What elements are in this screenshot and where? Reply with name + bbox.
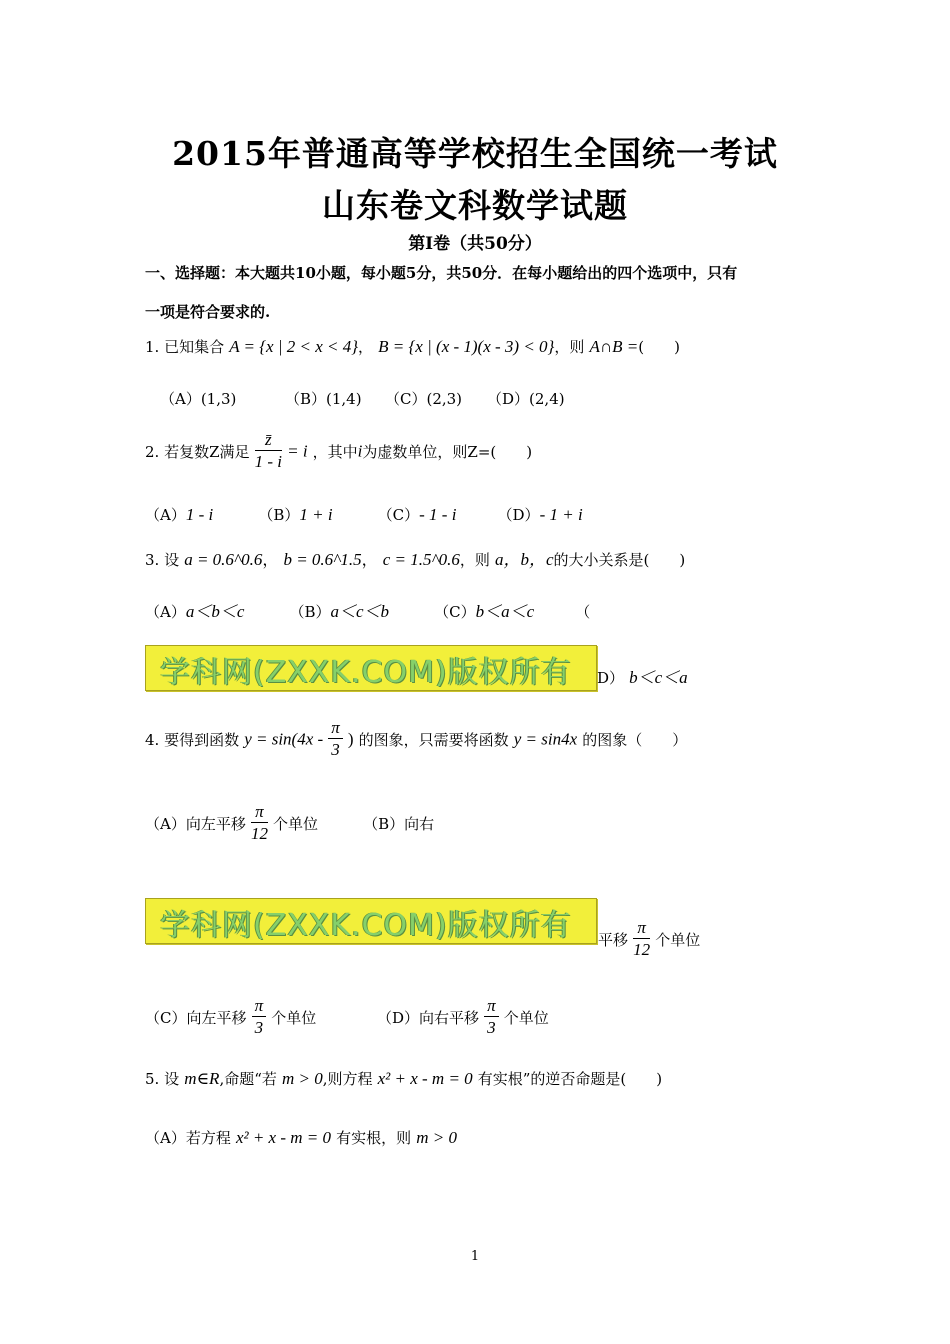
q5-option-a-label: （A）若方程 xyxy=(145,1129,231,1147)
q4-option-c-fraction xyxy=(252,996,267,1039)
q5-m-gt-0: m > 0 xyxy=(281,1069,323,1088)
q4-pi-over-3 xyxy=(328,718,343,761)
section-instruction-line2: 一项是符合要求的. xyxy=(145,303,271,321)
q2-options xyxy=(145,504,583,525)
q3-option-d-tail: D） xyxy=(597,669,625,687)
q2-option-c-value: - 1 - i xyxy=(419,505,457,524)
q1-option-c: （C）(2,3) xyxy=(385,390,463,408)
q4-option-d-pi: π xyxy=(484,996,499,1017)
page-title: 2015年普通高等学校招生全国统一考试 xyxy=(172,134,778,173)
q4-option-c-three: 3 xyxy=(254,1018,264,1037)
q5-rest: 有实根”的逆否命题是( ) xyxy=(477,1070,663,1088)
page-subtitle: 山东卷文科数学试题 xyxy=(322,186,628,225)
volume-heading: 第Ⅰ卷（共50分） xyxy=(408,234,542,254)
page-number: 1 xyxy=(470,1249,480,1264)
q3-option-d-value: b＜c＜a xyxy=(629,668,688,687)
question-4 xyxy=(145,718,687,761)
q4-option-b-move: 平移 xyxy=(598,931,629,949)
q4-option-a-twelve: 12 xyxy=(250,824,268,843)
watermark-banner xyxy=(145,645,597,691)
q3-rest: 的大小关系是( ) xyxy=(553,551,686,569)
q3-then: ，则 xyxy=(459,551,490,569)
q5-option-a-mid: 有实根，则 xyxy=(336,1129,412,1147)
q2-option-b-label: （B） xyxy=(258,506,300,524)
q2-i: i xyxy=(357,441,363,461)
q4-option-a-label: （A）向左平移 xyxy=(145,815,246,833)
watermark-text-2: 学科网(ZXXK.COM)版权所有 xyxy=(160,908,572,943)
q1-option-d: （D）(2,4) xyxy=(487,390,565,408)
q3-a: a = 0.6^0.6 xyxy=(184,550,263,569)
q4-option-b-pi: π xyxy=(633,918,650,939)
section-instruction-line1: 一、选择题：本大题共10小题，每小题5分，共50分．在每小题给出的四个选项中，只有 xyxy=(145,264,738,282)
q4-mid: 的图象，只需要将函数 xyxy=(358,731,509,749)
q4-option-b-twelve: 12 xyxy=(633,940,651,959)
q4-option-a-unit: 个单位 xyxy=(273,815,319,833)
q4-option-b-tail xyxy=(598,918,700,961)
q2-option-d-label: （D） xyxy=(497,506,540,524)
q4-option-c-label: （C）向左平移 xyxy=(145,1009,247,1027)
q4-pi: π xyxy=(328,718,343,739)
question-5 xyxy=(145,1068,662,1089)
q4-option-d-fraction xyxy=(484,996,499,1039)
q4-rest: 的图象（ ） xyxy=(582,731,688,749)
q2-equals-i: = i xyxy=(287,441,308,461)
q5-stem: 5. 设 xyxy=(145,1070,180,1088)
question-2 xyxy=(145,430,532,473)
q2-option-d-value: - 1 + i xyxy=(539,505,583,524)
q5-mid2: ,则方程 xyxy=(322,1070,373,1088)
question-3: 3. 设 a = 0.6^0.6， b = 0.6^1.5， c = 1.5^0.6，则 a，b，c的大小关系是( ) xyxy=(145,550,686,569)
q3-option-a-value: a＜b＜c xyxy=(185,602,245,621)
q2-denominator: 1 - i xyxy=(254,452,282,471)
q3-option-a-label: （A） xyxy=(145,603,186,621)
q4-option-c-pi: π xyxy=(252,996,267,1017)
q4-option-c xyxy=(145,996,316,1039)
q2-option-b-value: 1 + i xyxy=(299,505,333,524)
q4-option-d-label: （D）向右平移 xyxy=(377,1009,480,1027)
q4-stem: 4. 要得到函数 xyxy=(145,731,240,749)
q4-option-b-label: （B）向右 xyxy=(363,815,435,833)
q3-stem: 3. 设 xyxy=(145,551,180,569)
q3-b: b = 0.6^1.5 xyxy=(283,550,362,569)
q4-option-a-fraction xyxy=(251,802,268,845)
q3-option-d xyxy=(597,663,688,688)
watermark-text: 学科网(ZXXK.COM)版权所有 xyxy=(160,655,572,690)
q4-function-1: y = sin(4x - xyxy=(244,729,324,749)
q2-fraction xyxy=(255,430,282,473)
q2-rest: 为虚数单位，则Z=( ) xyxy=(362,443,533,461)
q3-option-d-open: （ xyxy=(575,603,591,621)
q5-option-a xyxy=(145,1127,457,1148)
q5-m-in-r: m∈R xyxy=(184,1069,220,1088)
q4-function-2: y = sin4x xyxy=(513,729,578,749)
q3-option-c-label: （C） xyxy=(434,603,476,621)
q4-option-b-fraction xyxy=(633,918,650,961)
q1-sep: ， xyxy=(358,338,374,356)
q1-ask: A∩B = xyxy=(589,337,639,356)
q1-option-a: （A）(1,3) xyxy=(160,390,237,408)
q2-mid: ，其中 xyxy=(312,443,358,461)
q3-options xyxy=(145,597,590,622)
q3-option-b-label: （B） xyxy=(289,603,331,621)
q5-equation: x² + x - m = 0 xyxy=(377,1069,473,1088)
q4-option-d xyxy=(377,996,549,1039)
q4-option-a-pi: π xyxy=(251,802,268,823)
q5-option-a-equation: x² + x - m = 0 xyxy=(235,1128,332,1147)
q3-option-b-value: a＜c＜b xyxy=(330,602,390,621)
q3-c: c = 1.5^0.6 xyxy=(382,550,460,569)
question-1 xyxy=(145,336,680,357)
q4-option-d-three: 3 xyxy=(487,1018,496,1037)
q1-set-b: B = {x | (x - 1)(x - 3) < 0} xyxy=(378,337,555,356)
q5-mid1: ,命题“若 xyxy=(219,1070,277,1088)
q3-option-c-value: b＜a＜c xyxy=(475,602,535,621)
q1-option-b: （B）(1,4) xyxy=(285,390,362,408)
q1-then: ，则 xyxy=(554,338,585,356)
q4-option-a xyxy=(145,802,434,845)
q2-stem: 2. 若复数Z满足 xyxy=(145,443,250,461)
q2-option-c-label: （C） xyxy=(377,506,420,524)
q4-close: ) xyxy=(347,729,354,749)
q4-option-c-unit: 个单位 xyxy=(271,1009,317,1027)
q2-numerator: z̄ xyxy=(255,430,282,451)
q2-option-a-value: 1 - i xyxy=(185,505,214,524)
q3-abc: a，b，c xyxy=(495,550,554,569)
q1-set-a: A = {x | 2 < x < 4} xyxy=(229,337,359,356)
q1-stem: 1. 已知集合 xyxy=(145,338,225,356)
q5-option-a-m-gt-0: m > 0 xyxy=(416,1128,457,1147)
q4-three: 3 xyxy=(331,740,340,759)
q4-option-b-unit: 个单位 xyxy=(655,931,701,949)
watermark-banner-2 xyxy=(145,898,597,944)
q1-paren: ( ) xyxy=(638,338,680,356)
q2-option-a-label: （A） xyxy=(145,506,186,524)
q4-option-d-unit: 个单位 xyxy=(503,1009,549,1027)
